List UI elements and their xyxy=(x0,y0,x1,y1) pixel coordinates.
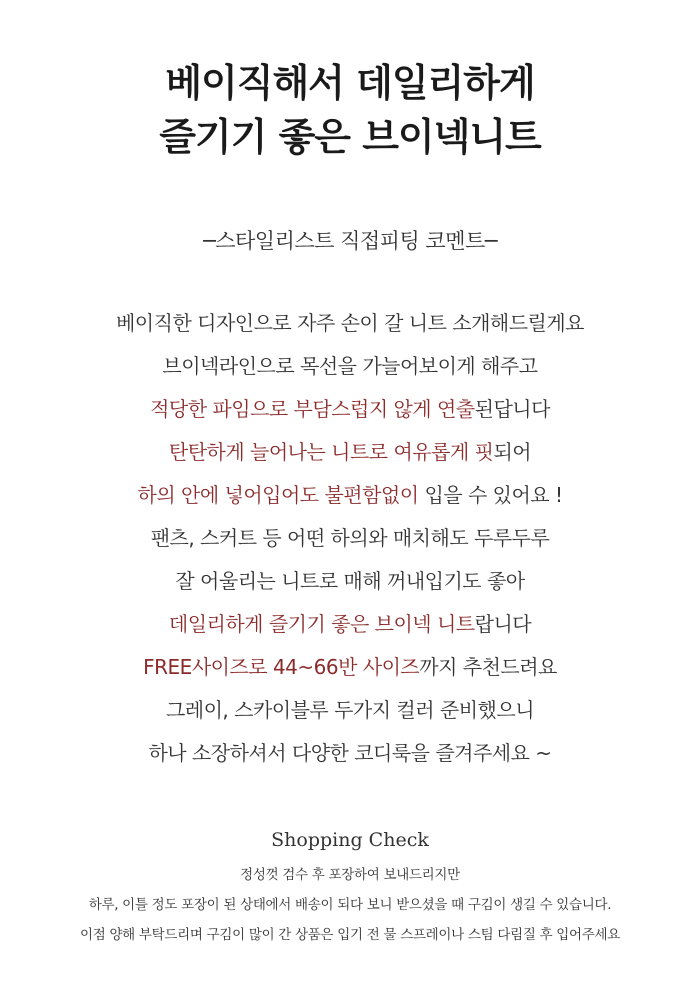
shopping-check-title: Shopping Check xyxy=(271,829,429,851)
stylist-comment-list xyxy=(0,302,700,775)
comment-line xyxy=(0,560,700,603)
comment-line xyxy=(0,689,700,732)
comment-text: 브이넥라인으로 목선을 가늘어보이게 해주고 xyxy=(162,354,538,378)
comment-highlight: 탄탄하게 늘어나는 니트로 여유롭게 핏 xyxy=(168,440,494,464)
comment-line xyxy=(0,474,700,517)
comment-text: 하나 소장하셔서 다양한 코디룩을 즐겨주세요 ~ xyxy=(148,741,552,765)
headline xyxy=(0,56,700,164)
comment-highlight: 데일리하게 즐기기 좋은 브이넥 니트 xyxy=(168,612,475,636)
comment-highlight: 하의 안에 넣어입어도 불편함없이 xyxy=(137,483,419,507)
comment-text: 된답니다 xyxy=(474,397,550,421)
comment-text: 베이직한 디자인으로 자주 손이 갈 니트 소개해드릴게요 xyxy=(115,311,584,335)
comment-text: 까지 추천드려요 xyxy=(419,655,557,679)
comment-highlight: FREE사이즈로 44~66반 사이즈 xyxy=(143,655,420,679)
comment-text: 잘 어울리는 니트로 매해 꺼내입기도 좋아 xyxy=(175,569,525,593)
headline-line-2: 즐기기 좋은 브이넥니트 xyxy=(159,115,541,159)
comment-line xyxy=(0,732,700,775)
comment-line xyxy=(0,603,700,646)
comment-text: 그레이, 스카이블루 두가지 컬러 준비했으니 xyxy=(165,698,535,722)
comment-line xyxy=(0,388,700,431)
shopping-check-notes xyxy=(0,860,700,950)
stylist-comment-subtitle: ─스타일리스트 직접피팅 코멘트─ xyxy=(203,229,497,253)
comment-highlight: 적당한 파임으로 부담스럽지 않게 연출 xyxy=(150,397,475,421)
comment-line xyxy=(0,302,700,345)
comment-text: 되어 xyxy=(493,440,532,464)
comment-line xyxy=(0,517,700,560)
comment-line xyxy=(0,431,700,474)
comment-line xyxy=(0,646,700,689)
comment-text: 랍니다 xyxy=(474,612,532,636)
shopping-check-line: 정성껏 검수 후 포장하여 보내드리지만 xyxy=(240,867,460,883)
comment-text: 입을 수 있어요 ! xyxy=(418,483,563,507)
shopping-check-line: 이점 양해 부탁드리며 구김이 많이 간 상품은 입기 전 물 스프레이나 스팀 다림질 후 입어주세요 xyxy=(79,927,621,943)
comment-line xyxy=(0,345,700,388)
headline-line-1: 베이직해서 데일리하게 xyxy=(165,61,535,105)
comment-text: 팬츠, 스커트 등 어떤 하의와 매치해도 두루두루 xyxy=(150,526,550,550)
shopping-check-line: 하루, 이틀 정도 포장이 된 상태에서 배송이 되다 보니 받으셨을 때 구김이 생길 수 있습니다. xyxy=(88,897,612,913)
